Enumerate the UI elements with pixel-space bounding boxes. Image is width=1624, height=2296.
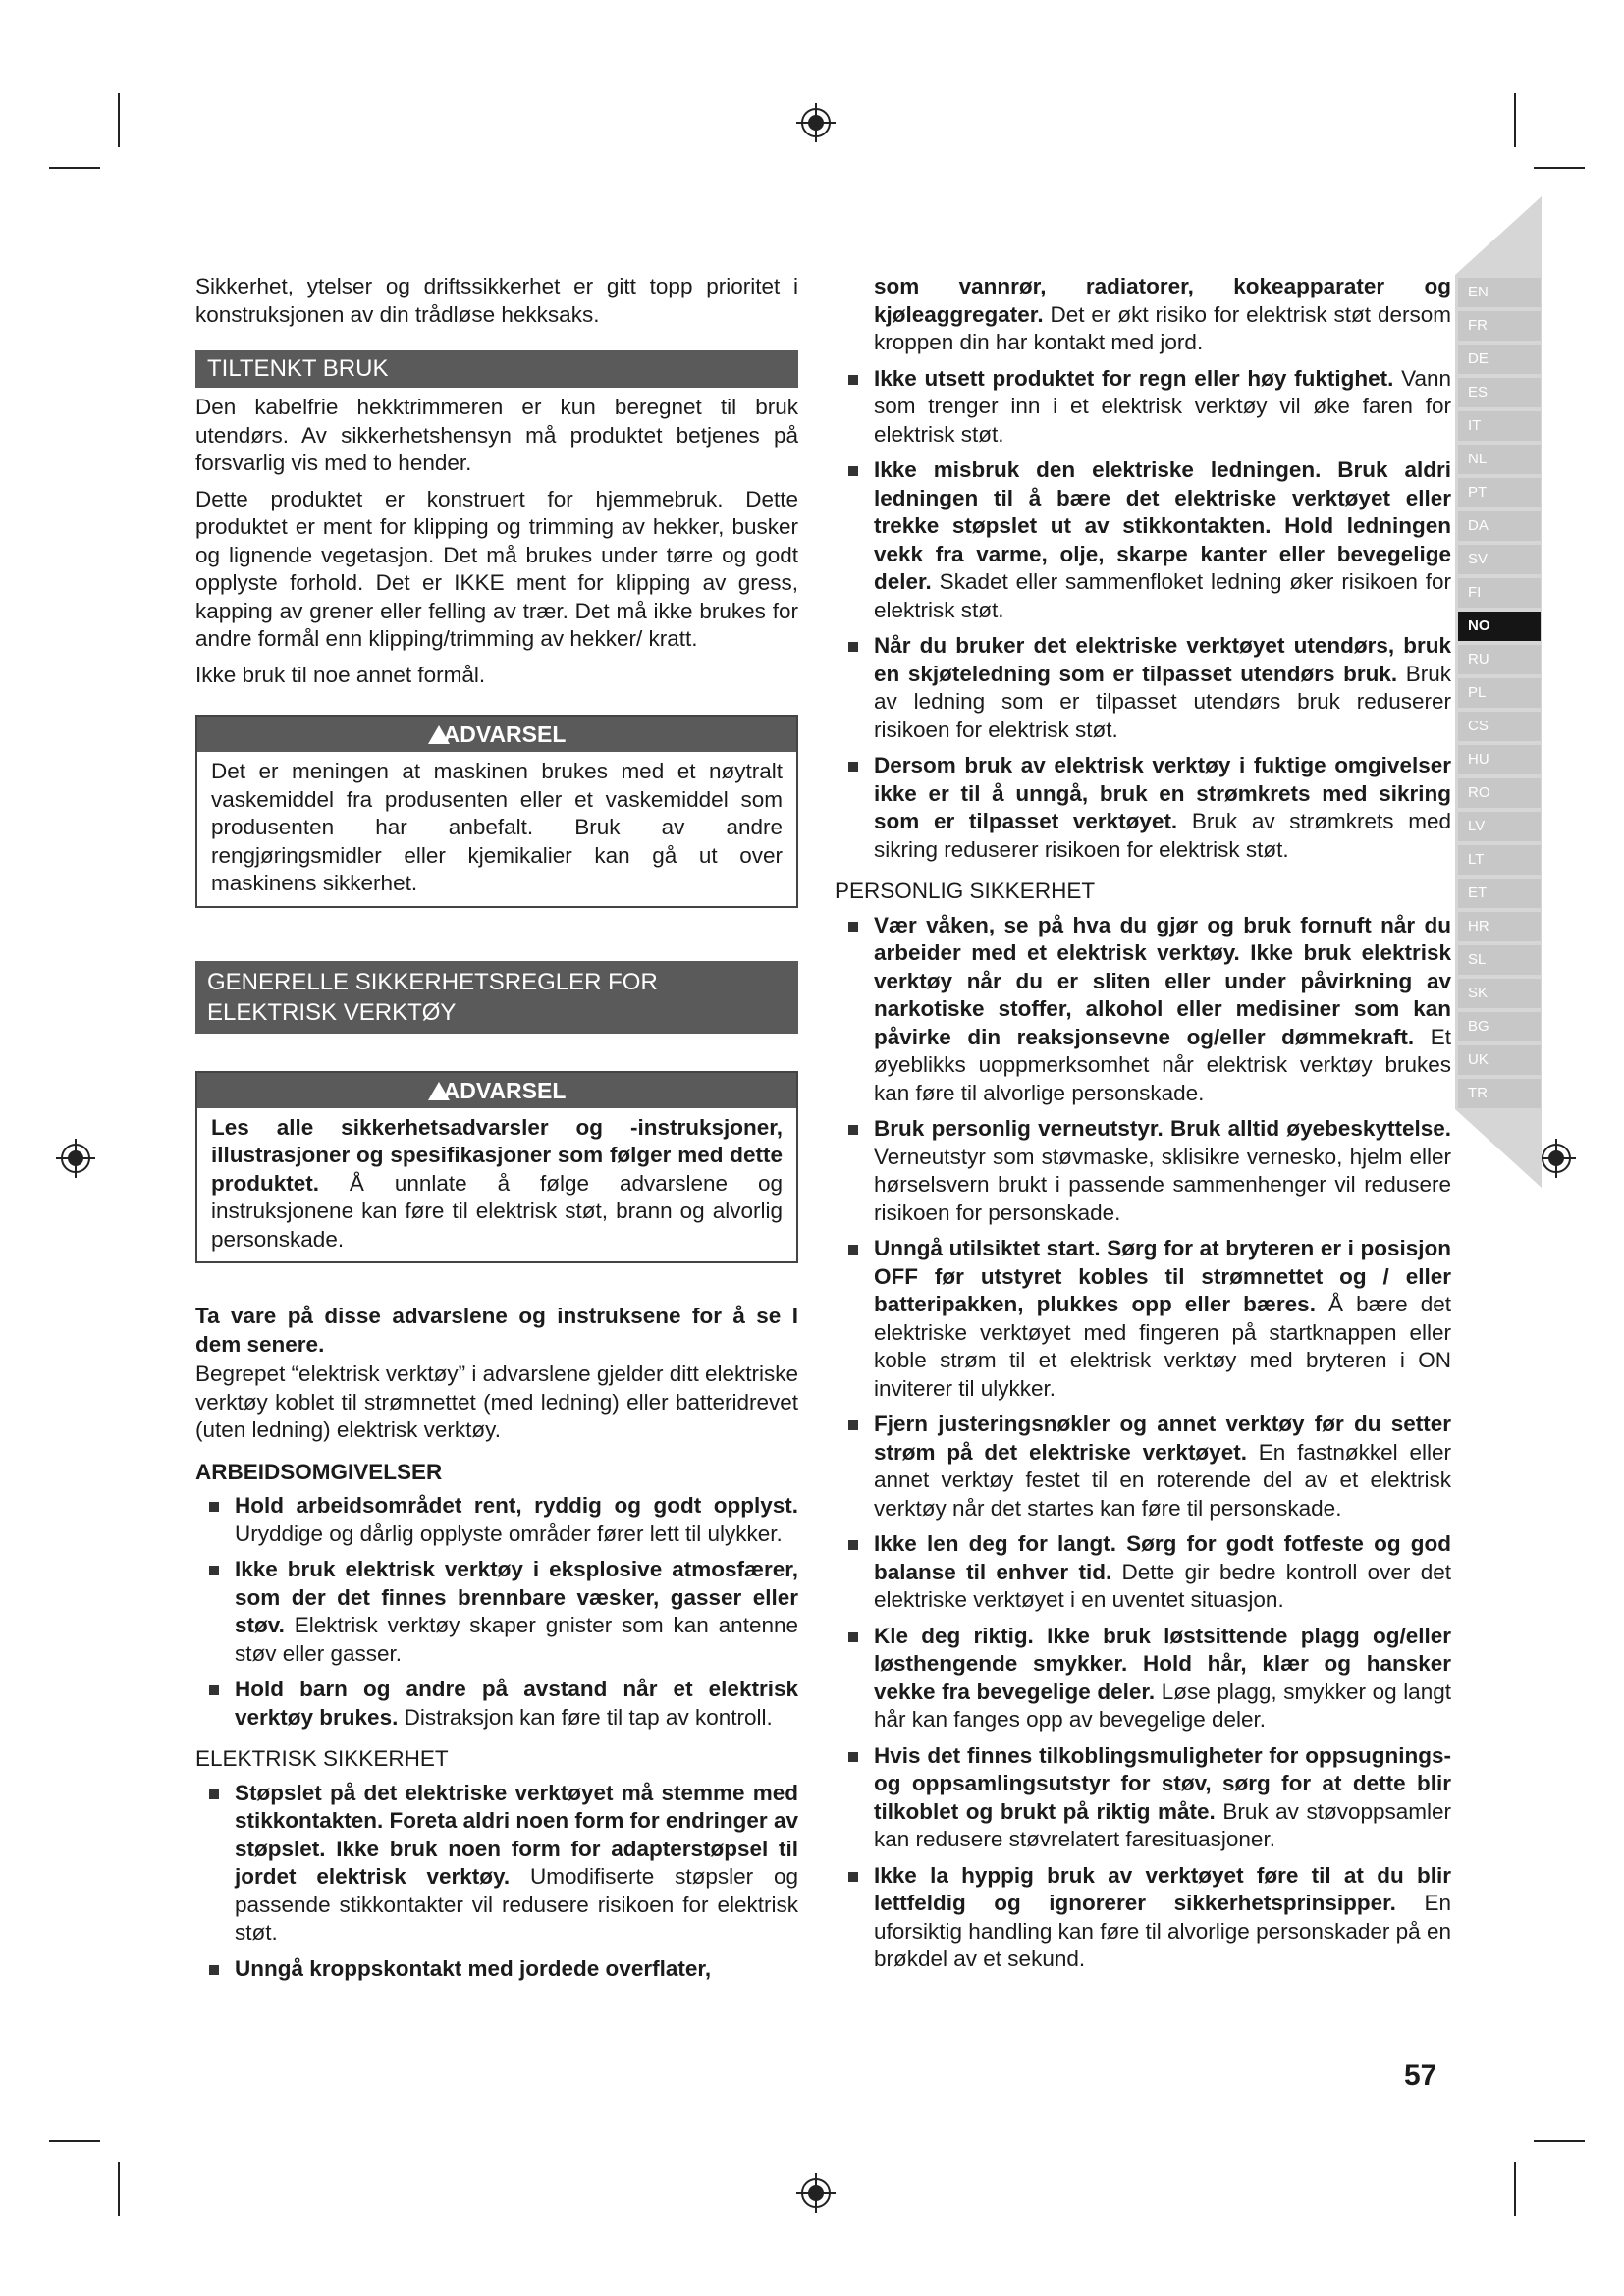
list-item: Bruk personlig verneutstyr. Bruk alltid øyebeskyttelse. Verneutstyr som støvmaske, sklisikre vernesko, hjelm eller hørselsvern brukt i passende sammenhenger vil redusere risikoen for personskade. [835,1115,1451,1227]
personal-safety-list [835,912,1451,1974]
language-tab-hr[interactable]: HR [1458,912,1541,941]
language-tab-lv[interactable]: LV [1458,812,1541,841]
crop-mark [118,93,120,147]
bullet-icon [848,375,858,385]
bullet-icon [848,1245,858,1255]
bullet-icon [848,1540,858,1550]
bullet-icon [848,1125,858,1135]
language-tab-fi[interactable]: FI [1458,578,1541,608]
crop-mark [1534,167,1585,169]
registration-mark-icon [54,1137,97,1180]
language-tab-es[interactable]: ES [1458,378,1541,407]
electrical-list [195,1780,798,1984]
left-column [195,273,798,1991]
crop-mark [49,167,100,169]
bullet-icon [209,1789,219,1799]
warning-text: Det er meningen at maskinen brukes med et nøytralt vaskemiddel fra produsenten eller et vaskemiddel som produsenten har anbefalt. Bruk av andre rengjøringsmidler eller kjemikalier kan gå ut over maskinens sikkerhet. [211,759,783,895]
paragraph: Den kabelfrie hekktrimmeren er kun beregnet til bruk utendørs. Av sikkerhetshensyn må produktet betjenes på forsvarlig vis med to hender. [195,395,798,475]
list-item: Vær våken, se på hva du gjør og bruk fornuft når du arbeider med et elektrisk verktøy. Ikke bruk elektrisk verktøy når du er sliten eller under påvirkning av narkotiske stoffer, alkohol eller medisiner som kan påvirke din reaksjonsevne og/eller dømmekraft. Et øyeblikks uoppmerksomhet når elektrisk verktøy brukes kan føre til alvorlige personskade. [835,912,1451,1108]
language-tab-en[interactable]: EN [1458,278,1541,307]
section-heading-intended-use: TILTENKT BRUK [195,350,798,388]
language-tab-ru[interactable]: RU [1458,645,1541,674]
bullet-icon [209,1502,219,1512]
bullet-icon [848,1632,858,1642]
language-tab-uk[interactable]: UK [1458,1045,1541,1075]
warning-text: Les alle sikkerhetsadvarsler og -instruksjoner, illustrasjoner og spesifikasjoner som følger med dette produktet. Å unnlate å følge advarslene og instruksjonene kan føre til elektrisk støt, brann og alvorlig personskade. [211,1114,783,1252]
work-area-list [195,1492,798,1732]
registration-mark-icon [794,2171,838,2215]
bullet-icon [848,1752,858,1762]
list-item: Ikke bruk elektrisk verktøy i eksplosive atmosfærer, som der det finnes brennbare væsker, gasser eller støv. Elektrisk verktøy skaper gnister som kan antenne støv eller gasser. [195,1556,798,1668]
list-item: Ikke misbruk den elektriske ledningen. Bruk aldri ledningen til å bære det elektriske verktøyet eller trekke støpslet ut av stikkontakten. Hold ledningen vekk fra varme, olje, skarpe kanter eller bevegelige deler. Skadet eller sammenfloket ledning øker risikoen for elektrisk støt. [835,456,1451,624]
language-tab-sl[interactable]: SL [1458,945,1541,975]
warning-title: ADVARSEL [443,721,567,747]
language-tab-ro[interactable]: RO [1458,778,1541,808]
paragraph: Ikke bruk til noe annet formål. [195,662,486,687]
bullet-icon [209,1566,219,1575]
language-tab-et[interactable]: ET [1458,879,1541,908]
bullet-icon [848,1420,858,1430]
list-item: Ikke len deg for langt. Sørg for godt fotfeste og god balanse til enhver tid. Dette gir bedre kontroll over det elektriske verktøyet i en uventet situasjon. [835,1530,1451,1615]
language-tab-sv[interactable]: SV [1458,545,1541,574]
list-item: Ikke la hyppig bruk av verktøyet føre til at du blir lettfeldig og ignorerer sikkerhetsprinsipper. En uforsiktig handling kan føre til alvorlige personskader på en brøkdel av et sekund. [835,1862,1451,1974]
language-tab-fr[interactable]: FR [1458,311,1541,341]
language-tab-pt[interactable]: PT [1458,478,1541,507]
crop-mark [1534,2140,1585,2142]
section-heading-general-rules: GENERELLE SIKKERHETSREGLER FOR ELEKTRISK VERKTØY [195,961,798,1034]
electrical-list-continued [835,365,1451,865]
language-tab-cs[interactable]: CS [1458,712,1541,741]
bullet-icon [848,466,858,476]
list-item: Ikke utsett produktet for regn eller høy fuktighet. Vann som trenger inn i et elektrisk verktøy vil øke faren for elektrisk støt. [835,365,1451,450]
list-item: Unngå utilsiktet start. Sørg for at bryteren er i posisjon OFF før utstyret kobles til strømnettet og / eller batteripakken, plukkes opp eller bæres. Å bære det elektriske verktøyet med fingeren på startknappen eller koble strøm til et elektrisk verktøy med bryteren i ON inviterer til ulykker. [835,1235,1451,1403]
list-item: Kle deg riktig. Ikke bruk løstsittende plagg og/eller løsthengende smykker. Hold hår, klær og hansker vekke fra bevegelige deler. Løse plagg, smykker og langt hår kan fanges opp av bevegelige deler. [835,1623,1451,1735]
crop-mark [49,2140,100,2142]
language-tab-nl[interactable]: NL [1458,445,1541,474]
crop-mark [1514,93,1516,147]
list-item: Hold arbeidsområdet rent, ryddig og godt opplyst. Uryddige og dårlig opplyste områder fører lett til ulykker. [195,1492,798,1548]
list-item: Når du bruker det elektriske verktøyet utendørs, bruk en skjøteledning som er tilpasset utendørs bruk. Bruk av ledning som er tilpasset utendørs bruk reduserer risikoen for elektrisk støt. [835,632,1451,744]
list-item: Støpslet på det elektriske verktøyet må stemme med stikkontakten. Foreta aldri noen form for endringer av støpslet. Ikke bruk noen form for adapterstøpsel til jordet elektrisk verktøy. Umodifiserte støpsler og passende stikkontakter vil redusere risikoen for elektrisk støt. [195,1780,798,1948]
warning-header [197,1073,796,1108]
bullet-icon [848,762,858,772]
page-number: 57 [1404,2059,1437,2092]
language-tab-de[interactable]: DE [1458,345,1541,374]
keep-instructions-heading: Ta vare på disse advarslene og instruksene for å se I dem senere. [195,1304,798,1357]
bullet-icon [209,1965,219,1975]
subheading-work-area: ARBEIDSOMGIVELSER [195,1459,443,1484]
continued-text: som vannrør, radiatorer, kokeapparater og kjøleaggregater. Det er økt risiko for elektrisk støt dersom kroppen din har kontakt med jord. [874,274,1451,354]
list-item: Hvis det finnes tilkoblingsmuligheter for oppsugnings- og oppsamlingsutstyr for støv, sørg for at dette blir tilkoblet og brukt på riktig måte. Bruk av støvoppsamler kan redusere støvrelatert faresituasjoner. [835,1742,1451,1854]
list-item: Unngå kroppskontakt med jordede overflater, [195,1955,798,1984]
language-tab-tr[interactable]: TR [1458,1079,1541,1108]
registration-mark-icon [794,101,838,144]
warning-box [195,715,798,908]
paragraph: Dette produktet er konstruert for hjemmebruk. Dette produktet er ment for klipping og trimming av hekker, busker og lignende vegetasjon. Det må brukes under tørre og godt opplyste forhold. Det er IKKE ment for klipping av gress, kapping av grener eller felling av trær. Det må ikke brukes for andre formål enn klipping/trimming av hekker/ kratt. [195,486,798,651]
language-tab-lt[interactable]: LT [1458,845,1541,875]
intro-text: Sikkerhet, ytelser og driftssikkerhet er gitt topp prioritet i konstruksjonen av din trådløse hekksaks. [195,274,798,327]
crop-mark [118,2162,120,2216]
bullet-icon [848,1872,858,1882]
warning-title: ADVARSEL [443,1077,567,1103]
subheading-electrical: ELEKTRISK SIKKERHET [195,1746,449,1771]
language-tab-da[interactable]: DA [1458,511,1541,541]
right-column [835,273,1451,1982]
definition-text: Begrepet “elektrisk verktøy” i advarslene gjelder ditt elektriske verktøy koblet til strømnettet (med ledning) eller batteridrevet (uten ledning) elektrisk verktøy. [195,1362,798,1442]
language-tab-it[interactable]: IT [1458,411,1541,441]
list-item: Fjern justeringsnøkler og annet verktøy før du setter strøm på det elektriske verktøyet. En fastnøkkel eller annet verktøy festet til en roterende del av et elektrisk verktøy når det startes kan føre til personskade. [835,1411,1451,1522]
bullet-icon [848,642,858,652]
list-item: Hold barn og andre på avstand når et elektrisk verktøy brukes. Distraksjon kan føre til tap av kontroll. [195,1676,798,1732]
subheading-personal: PERSONLIG SIKKERHET [835,879,1096,903]
crop-mark [1514,2162,1516,2216]
language-tab-pl[interactable]: PL [1458,678,1541,708]
bullet-icon [848,922,858,932]
language-tabs [1458,278,1541,1112]
warning-box [195,1071,798,1264]
language-tab-no[interactable]: NO [1458,612,1541,641]
language-tab-sk[interactable]: SK [1458,979,1541,1008]
list-item: Dersom bruk av elektrisk verktøy i fuktige omgivelser ikke er til å unngå, bruk en strømkrets med sikring som er tilpasset verktøyet. Bruk av strømkrets med sikring reduserer risikoen for elektrisk støt. [835,752,1451,864]
language-tab-hu[interactable]: HU [1458,745,1541,774]
warning-header [197,717,796,752]
bullet-icon [209,1685,219,1695]
language-tab-bg[interactable]: BG [1458,1012,1541,1041]
